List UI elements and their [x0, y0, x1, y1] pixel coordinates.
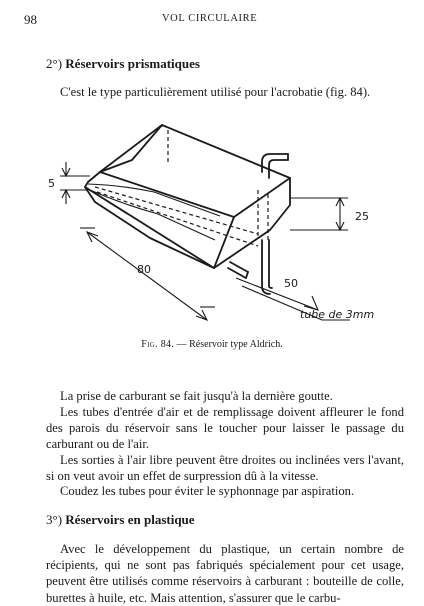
dimension-label-height-right: 25 [355, 210, 369, 223]
body-paragraph: Avec le développement du plastique, un certain nombre de récipients, qui ne sont pas fabriqués spécialement pour cet usage, peuvent être utilisés comme réservoirs à carburant : bouteille de colle, burettes à huile, etc. Mais attention, s'assurer que le carbu- [46, 542, 404, 605]
running-head: VOL CIRCULAIRE [162, 13, 258, 24]
body-paragraph: Les sorties à l'air libre peuvent être droites ou inclinées vers l'avant, si on veut avoir un effet de surpression dû à la vitesse. [46, 453, 404, 484]
tank-diagram [0, 110, 424, 338]
tube-callout-label: tube de 3mm [300, 308, 375, 321]
vent-tube [262, 154, 288, 178]
body-paragraph: Coudez les tubes pour éviter le syphonnage par aspiration. [60, 484, 355, 498]
page-number: 98 [24, 12, 37, 27]
figure-caption [0, 339, 424, 350]
dimension-width [236, 277, 318, 310]
figure-caption-prefix: Fig. 84. [141, 339, 175, 350]
section-number: 3°) [46, 512, 63, 527]
section-number: 2°) [46, 56, 63, 71]
tank-outline [85, 125, 290, 268]
body-paragraph: Les tubes d'entrée d'air et de remplissage doivent affleurer le fond des parois du réservoir sans le toucher pour laisser le passage du carburant ou de l'air. [46, 405, 404, 452]
intro-paragraph: C'est le type particulièrement utilisé pour l'acrobatie (fig. 84). [60, 85, 371, 99]
section-title: Réservoirs prismatiques [65, 56, 200, 71]
dimension-label-width: 50 [284, 277, 298, 290]
fuel-outlet-tube [228, 262, 248, 278]
section-heading-prismatic [46, 56, 200, 72]
dimension-label-length: 80 [137, 263, 151, 276]
fill-tube [262, 240, 272, 294]
dimension-height-left [48, 162, 90, 204]
section-title: Réservoirs en plastique [65, 512, 195, 527]
section-heading-plastic [46, 512, 195, 528]
dimension-length [80, 228, 215, 320]
figure-caption-text: — Réservoir type Aldrich. [174, 339, 283, 350]
dimension-height-right [290, 198, 369, 230]
tube-callout [242, 286, 374, 321]
dimension-label-height-left: 5 [48, 177, 55, 190]
body-paragraph: La prise de carburant se fait jusqu'à la dernière goutte. [60, 389, 333, 403]
internal-tubes-hidden [95, 130, 268, 246]
